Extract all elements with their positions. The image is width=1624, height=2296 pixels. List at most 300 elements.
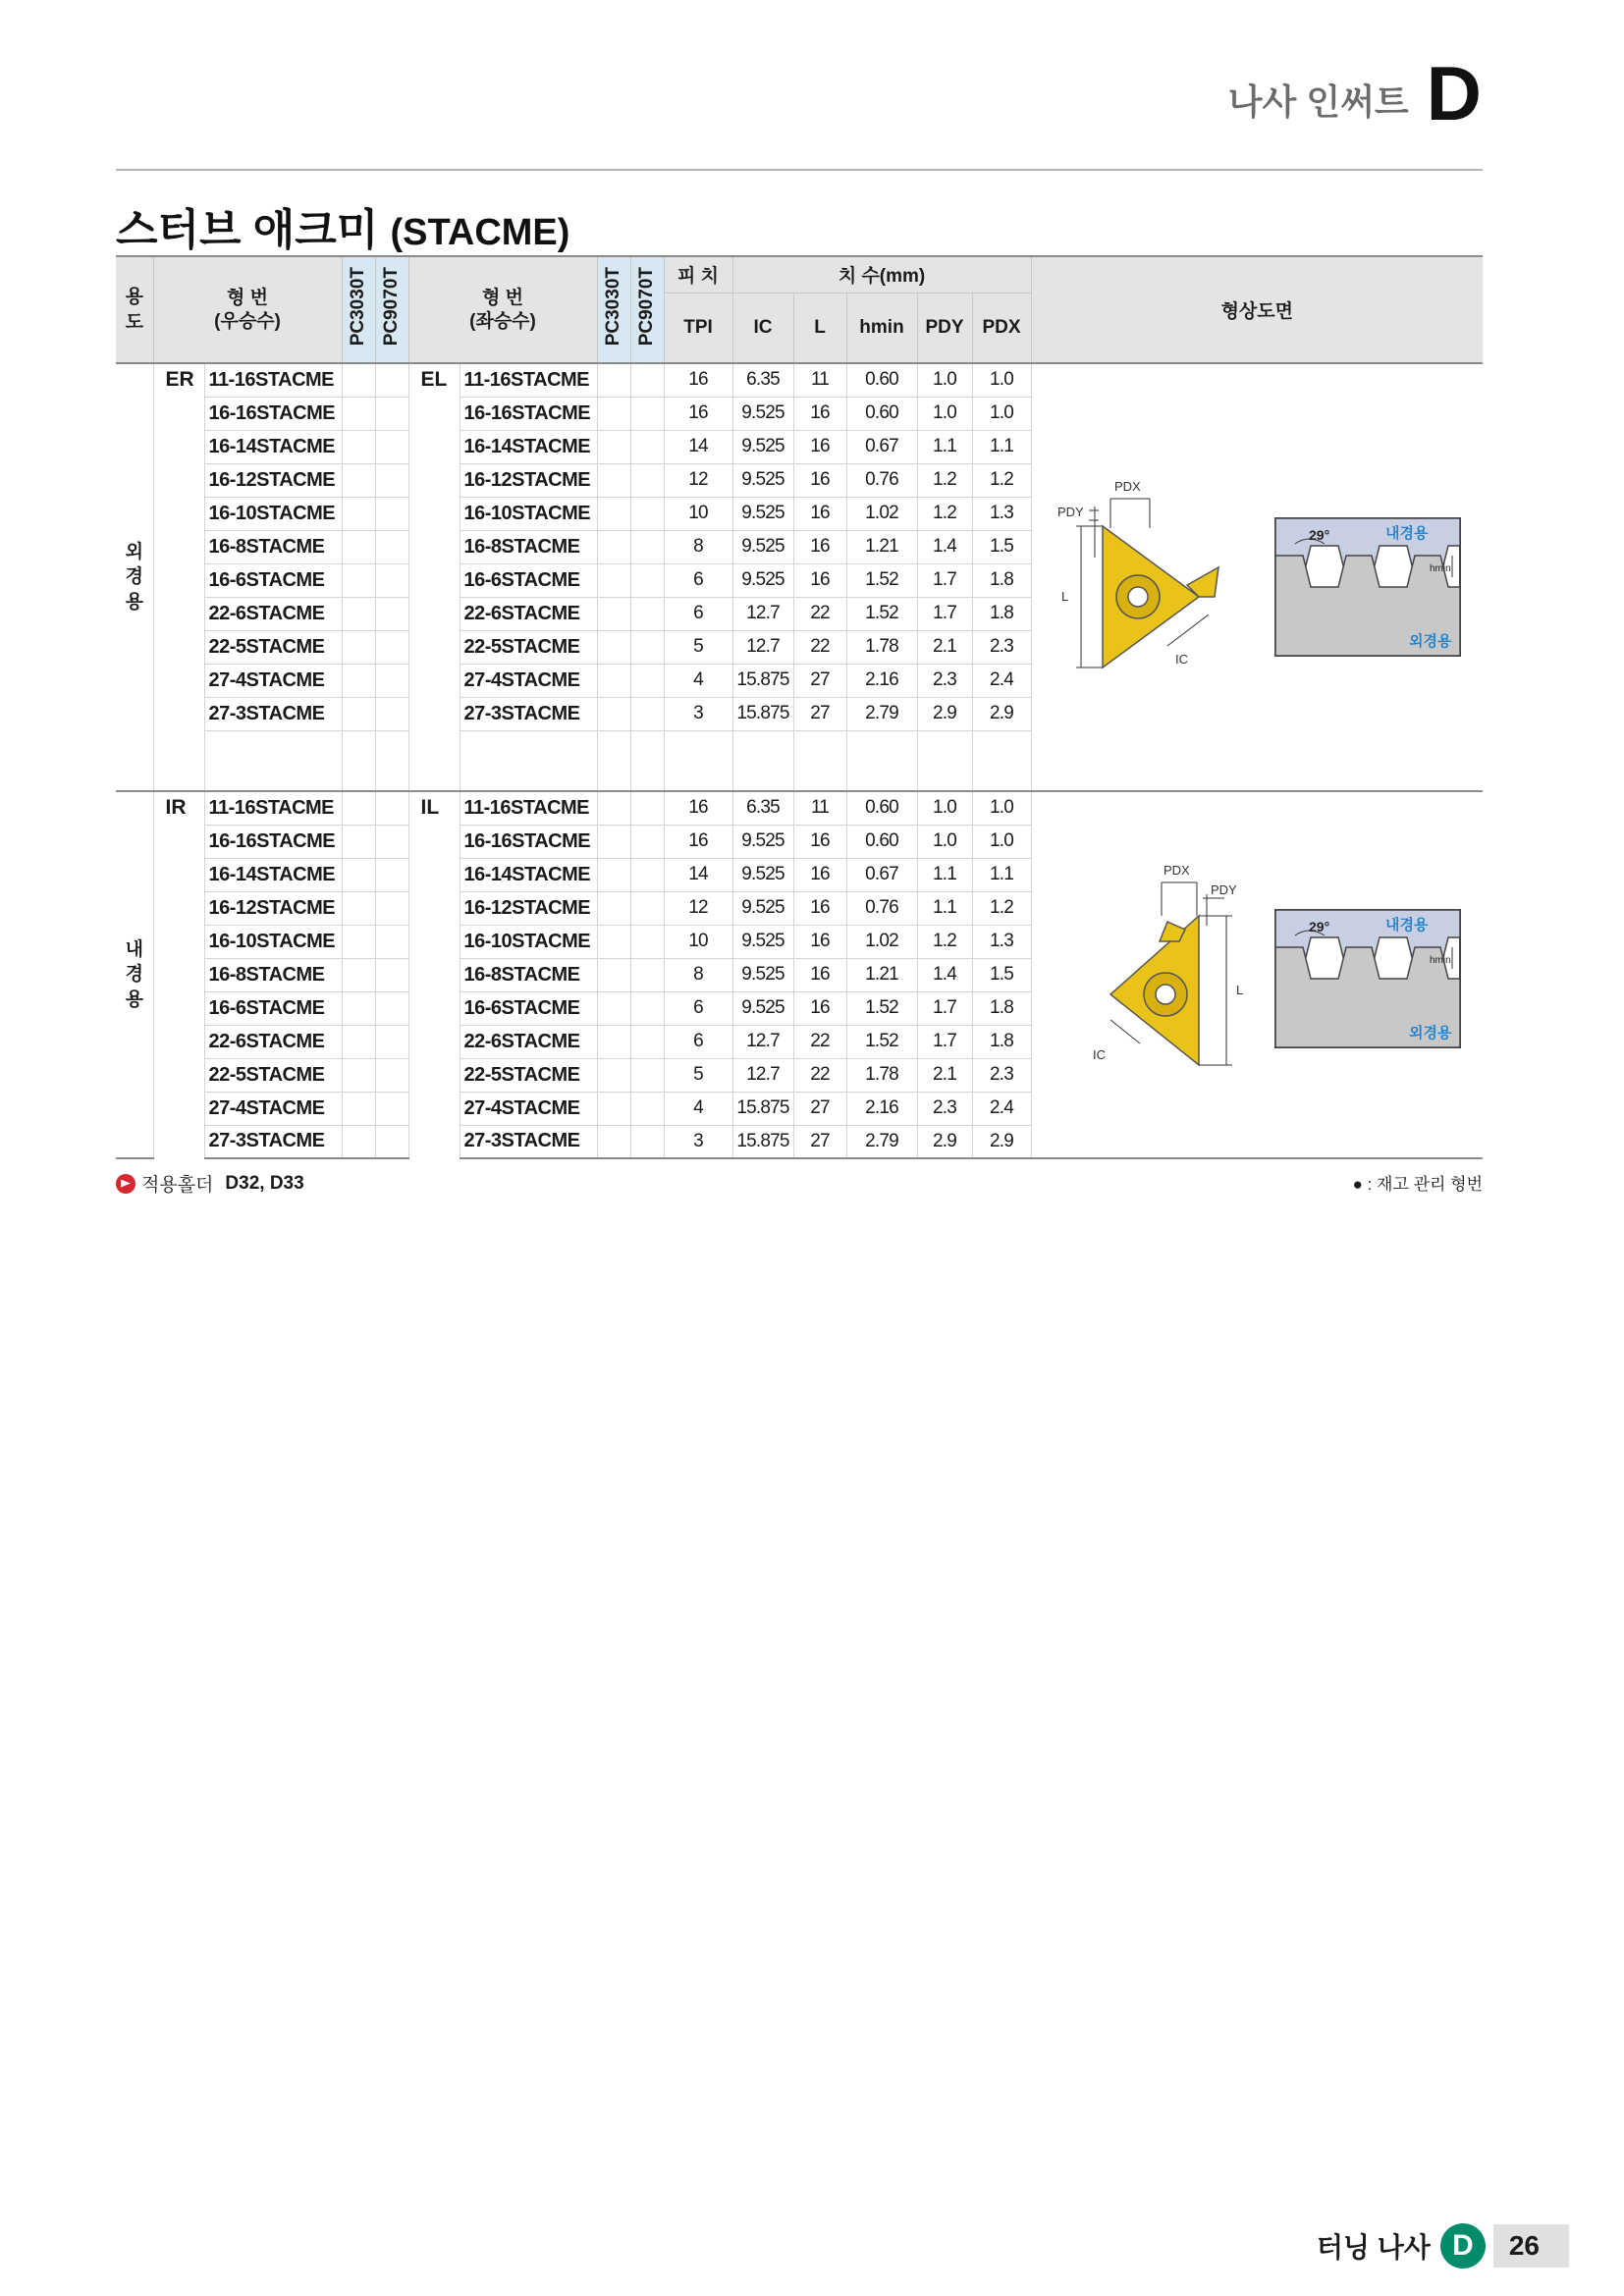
cell-l: 22 — [793, 630, 846, 664]
cell-pdx: 1.8 — [972, 1025, 1031, 1058]
cell-pdy: 2.9 — [917, 1125, 972, 1158]
model-right[interactable]: 16-8STACME — [204, 958, 342, 991]
spacer-cell — [972, 730, 1031, 791]
grade-pc3030t-left — [597, 958, 630, 991]
grade-pc9070t-left — [630, 825, 664, 858]
cell-hmin: 1.78 — [846, 630, 917, 664]
prefix-right: IR — [153, 791, 204, 1158]
grade-pc3030t-left — [597, 363, 630, 397]
grade-pc9070t-right — [375, 664, 408, 697]
model-right[interactable]: 27-4STACME — [204, 664, 342, 697]
hmin-label: hmin — [1429, 955, 1451, 966]
grade-pc9070t-left — [630, 664, 664, 697]
cell-ic: 9.525 — [732, 463, 793, 497]
spec-table — [116, 255, 1483, 1159]
grade-pc9070t-left — [630, 630, 664, 664]
model-right[interactable]: 11-16STACME — [204, 363, 342, 397]
cell-tpi: 16 — [664, 825, 732, 858]
cell-l: 27 — [793, 664, 846, 697]
page-footer — [1317, 2223, 1569, 2269]
usage-cell: 내 경 용 — [116, 791, 153, 1158]
cell-pdy: 2.9 — [917, 697, 972, 730]
cell-pdy: 1.7 — [917, 991, 972, 1025]
cell-tpi: 12 — [664, 891, 732, 925]
cell-l: 27 — [793, 1125, 846, 1158]
model-left[interactable]: 11-16STACME — [460, 363, 597, 397]
cell-hmin: 0.60 — [846, 825, 917, 858]
cell-hmin: 0.76 — [846, 463, 917, 497]
cell-hmin: 2.16 — [846, 1092, 917, 1125]
model-right[interactable]: 22-5STACME — [204, 630, 342, 664]
grade-pc9070t-right — [375, 1125, 408, 1158]
cell-hmin: 0.60 — [846, 791, 917, 825]
model-right[interactable]: 16-6STACME — [204, 991, 342, 1025]
holder-note — [116, 1170, 304, 1197]
cell-pdx: 1.3 — [972, 925, 1031, 958]
cell-ic: 15.875 — [732, 1125, 793, 1158]
cell-tpi: 6 — [664, 1025, 732, 1058]
grade-pc9070t-left — [630, 858, 664, 891]
col-model-right-header: 형 번 (우승수) — [153, 256, 342, 363]
cell-l: 16 — [793, 497, 846, 530]
col-grade-pc9070t-right: PC9070T — [375, 256, 408, 363]
spacer-cell — [732, 730, 793, 791]
cell-tpi: 14 — [664, 430, 732, 463]
cell-tpi: 6 — [664, 597, 732, 630]
section-header — [1227, 49, 1482, 136]
model-left[interactable]: 16-16STACME — [460, 825, 597, 858]
grade-pc9070t-left — [630, 1092, 664, 1125]
spacer-cell — [342, 730, 375, 791]
model-left[interactable]: 27-3STACME — [460, 697, 597, 730]
col-drawing-header: 형상도면 — [1031, 256, 1483, 363]
cell-ic: 9.525 — [732, 497, 793, 530]
model-right[interactable]: 22-5STACME — [204, 1058, 342, 1092]
header-divider — [116, 169, 1483, 171]
col-pdy-header: PDY — [917, 293, 972, 363]
grade-pc9070t-right — [375, 530, 408, 563]
cell-pdy: 1.4 — [917, 530, 972, 563]
cell-tpi: 12 — [664, 463, 732, 497]
inner-label: 내경용 — [1384, 525, 1429, 542]
cell-pdx: 2.9 — [972, 697, 1031, 730]
grade-pc3030t-left — [597, 530, 630, 563]
model-left[interactable]: 27-4STACME — [460, 664, 597, 697]
model-left[interactable]: 16-12STACME — [460, 891, 597, 925]
cell-pdx: 1.0 — [972, 825, 1031, 858]
model-left[interactable]: 22-6STACME — [460, 597, 597, 630]
model-left[interactable]: 16-10STACME — [460, 497, 597, 530]
grade-pc3030t-left — [597, 1058, 630, 1092]
cell-l: 22 — [793, 597, 846, 630]
grade-pc3030t-right — [342, 397, 375, 430]
cell-pdx: 1.2 — [972, 463, 1031, 497]
model-left[interactable]: 16-8STACME — [460, 530, 597, 563]
grade-pc3030t-left — [597, 791, 630, 825]
cell-l: 16 — [793, 858, 846, 891]
cell-pdx: 1.8 — [972, 991, 1031, 1025]
cell-tpi: 14 — [664, 858, 732, 891]
grade-pc9070t-left — [630, 991, 664, 1025]
cell-pdy: 1.0 — [917, 791, 972, 825]
grade-pc3030t-right — [342, 430, 375, 463]
pdx-label: PDX — [1163, 863, 1190, 878]
cell-tpi: 5 — [664, 1058, 732, 1092]
spacer-cell — [153, 730, 204, 791]
cell-ic: 9.525 — [732, 430, 793, 463]
spacer-cell — [460, 730, 597, 791]
grade-pc3030t-right — [342, 1125, 375, 1158]
grade-pc3030t-left — [597, 1025, 630, 1058]
cell-pdx: 2.4 — [972, 1092, 1031, 1125]
cell-pdx: 1.3 — [972, 497, 1031, 530]
col-hmin-header: hmin — [846, 293, 917, 363]
model-left[interactable]: 27-4STACME — [460, 1092, 597, 1125]
cell-l: 16 — [793, 563, 846, 597]
grade-pc3030t-right — [342, 597, 375, 630]
cell-hmin: 0.60 — [846, 397, 917, 430]
spacer-cell — [204, 730, 342, 791]
cell-pdx: 1.8 — [972, 597, 1031, 630]
grade-pc9070t-left — [630, 530, 664, 563]
grade-pc9070t-right — [375, 363, 408, 397]
cell-pdy: 1.2 — [917, 925, 972, 958]
model-right[interactable]: 16-12STACME — [204, 463, 342, 497]
cell-pdx: 2.4 — [972, 664, 1031, 697]
outer-label: 외경용 — [1408, 1025, 1452, 1041]
grade-pc9070t-right — [375, 697, 408, 730]
grade-pc3030t-left — [597, 563, 630, 597]
prefix-left: IL — [408, 791, 460, 1158]
grade-pc9070t-right — [375, 597, 408, 630]
grade-pc9070t-right — [375, 858, 408, 891]
spacer-cell — [793, 730, 846, 791]
model-right[interactable]: 16-10STACME — [204, 497, 342, 530]
model-right[interactable]: 16-14STACME — [204, 858, 342, 891]
holder-refs[interactable]: D32, D33 — [225, 1172, 304, 1194]
cell-pdy: 1.1 — [917, 858, 972, 891]
col-l-header: L — [793, 293, 846, 363]
table-row — [116, 363, 1483, 397]
cell-pdx: 1.1 — [972, 858, 1031, 891]
prefix-left: EL — [408, 363, 460, 730]
grade-pc9070t-right — [375, 958, 408, 991]
grade-pc3030t-left — [597, 497, 630, 530]
grade-pc9070t-left — [630, 430, 664, 463]
cell-hmin: 1.78 — [846, 1058, 917, 1092]
internal-thread-drawing — [1052, 847, 1464, 1102]
cell-tpi: 4 — [664, 1092, 732, 1125]
cell-pdx: 2.9 — [972, 1125, 1031, 1158]
cell-ic: 15.875 — [732, 1092, 793, 1125]
pdy-label: PDY — [1210, 882, 1237, 897]
grade-pc9070t-left — [630, 891, 664, 925]
grade-pc9070t-left — [630, 925, 664, 958]
grade-pc3030t-left — [597, 825, 630, 858]
grade-pc3030t-right — [342, 697, 375, 730]
cell-pdy: 2.3 — [917, 1092, 972, 1125]
cell-pdy: 1.1 — [917, 891, 972, 925]
drawing-cell-internal — [1031, 791, 1483, 1158]
model-right[interactable]: 16-6STACME — [204, 563, 342, 597]
section-letter: D — [1426, 49, 1482, 136]
cell-ic: 15.875 — [732, 664, 793, 697]
grade-pc9070t-left — [630, 1025, 664, 1058]
spacer-cell — [597, 730, 630, 791]
cell-l: 11 — [793, 791, 846, 825]
cell-tpi: 8 — [664, 958, 732, 991]
spacer-cell — [846, 730, 917, 791]
model-right[interactable]: 22-6STACME — [204, 1025, 342, 1058]
model-left[interactable]: 22-6STACME — [460, 1025, 597, 1058]
cell-ic: 12.7 — [732, 1025, 793, 1058]
cell-ic: 12.7 — [732, 1058, 793, 1092]
spacer-cell — [408, 730, 460, 791]
cell-ic: 9.525 — [732, 958, 793, 991]
cell-ic: 15.875 — [732, 697, 793, 730]
model-right[interactable]: 22-6STACME — [204, 597, 342, 630]
grade-pc9070t-left — [630, 463, 664, 497]
model-left[interactable]: 16-8STACME — [460, 958, 597, 991]
cell-hmin: 2.79 — [846, 697, 917, 730]
model-left[interactable]: 16-6STACME — [460, 563, 597, 597]
cell-l: 16 — [793, 925, 846, 958]
cell-hmin: 1.52 — [846, 597, 917, 630]
grade-pc3030t-right — [342, 630, 375, 664]
grade-pc3030t-right — [342, 991, 375, 1025]
model-left[interactable]: 27-3STACME — [460, 1125, 597, 1158]
grade-pc3030t-left — [597, 697, 630, 730]
cell-tpi: 3 — [664, 697, 732, 730]
usage-cell: 외 경 용 — [116, 363, 153, 791]
cell-tpi: 10 — [664, 925, 732, 958]
cell-hmin: 2.79 — [846, 1125, 917, 1158]
cell-tpi: 5 — [664, 630, 732, 664]
col-pitch-header: 피 치 — [664, 256, 732, 293]
pdy-label: PDY — [1056, 505, 1084, 519]
grade-pc9070t-right — [375, 991, 408, 1025]
cell-pdy: 2.1 — [917, 1058, 972, 1092]
cell-ic: 6.35 — [732, 363, 793, 397]
grade-pc9070t-left — [630, 697, 664, 730]
cell-pdy: 1.0 — [917, 825, 972, 858]
col-grade-pc3030t-left: PC3030T — [597, 256, 630, 363]
model-right[interactable]: 27-3STACME — [204, 1125, 342, 1158]
grade-pc3030t-left — [597, 597, 630, 630]
table-row — [116, 791, 1483, 825]
cell-l: 16 — [793, 430, 846, 463]
grade-pc3030t-right — [342, 858, 375, 891]
cell-pdy: 1.7 — [917, 1025, 972, 1058]
cell-tpi: 10 — [664, 497, 732, 530]
insert-shape — [1110, 916, 1199, 1065]
l-label: L — [1235, 983, 1243, 997]
col-model-left-header: 형 번 (좌승수) — [408, 256, 597, 363]
cell-tpi: 16 — [664, 363, 732, 397]
holder-label: 적용홀더 — [141, 1175, 214, 1196]
grade-pc9070t-left — [630, 363, 664, 397]
cell-l: 22 — [793, 1058, 846, 1092]
cell-ic: 9.525 — [732, 530, 793, 563]
cell-pdx: 1.5 — [972, 958, 1031, 991]
cell-ic: 6.35 — [732, 791, 793, 825]
outer-label: 외경용 — [1408, 633, 1452, 650]
cell-pdy: 1.1 — [917, 430, 972, 463]
cell-l: 16 — [793, 891, 846, 925]
cell-ic: 9.525 — [732, 563, 793, 597]
page-number: 26 — [1493, 2224, 1569, 2268]
model-right[interactable]: 16-16STACME — [204, 397, 342, 430]
model-left[interactable]: 16-14STACME — [460, 430, 597, 463]
cell-tpi: 8 — [664, 530, 732, 563]
grade-pc9070t-right — [375, 430, 408, 463]
cell-ic: 12.7 — [732, 630, 793, 664]
cell-ic: 12.7 — [732, 597, 793, 630]
footer-section-badge: D — [1440, 2223, 1486, 2269]
cell-pdx: 1.5 — [972, 530, 1031, 563]
cell-hmin: 0.67 — [846, 430, 917, 463]
model-left[interactable]: 16-14STACME — [460, 858, 597, 891]
spacer-cell — [375, 730, 408, 791]
cell-ic: 9.525 — [732, 397, 793, 430]
model-left[interactable]: 22-5STACME — [460, 1058, 597, 1092]
cell-l: 16 — [793, 825, 846, 858]
grade-pc9070t-left — [630, 563, 664, 597]
cell-l: 16 — [793, 958, 846, 991]
cell-l: 16 — [793, 463, 846, 497]
cell-l: 16 — [793, 530, 846, 563]
cell-pdx: 1.0 — [972, 363, 1031, 397]
grade-pc9070t-right — [375, 630, 408, 664]
cell-tpi: 6 — [664, 563, 732, 597]
col-pdx-header: PDX — [972, 293, 1031, 363]
stock-legend: ● : 재고 관리 형번 — [1352, 1175, 1483, 1194]
hmin-label: hmin — [1429, 563, 1451, 574]
grade-pc3030t-left — [597, 1092, 630, 1125]
grade-pc9070t-right — [375, 463, 408, 497]
grade-pc3030t-left — [597, 664, 630, 697]
model-right[interactable]: 16-14STACME — [204, 430, 342, 463]
col-grade-pc3030t-right: PC3030T — [342, 256, 375, 363]
grade-pc9070t-right — [375, 1025, 408, 1058]
external-thread-drawing — [1052, 450, 1464, 705]
grade-pc3030t-right — [342, 497, 375, 530]
grade-pc3030t-right — [342, 664, 375, 697]
model-right[interactable]: 11-16STACME — [204, 791, 342, 825]
cell-pdy: 1.2 — [917, 463, 972, 497]
grade-pc3030t-right — [342, 825, 375, 858]
grade-pc3030t-right — [342, 563, 375, 597]
cell-l: 16 — [793, 991, 846, 1025]
cell-pdy: 2.3 — [917, 664, 972, 697]
model-left[interactable]: 16-6STACME — [460, 991, 597, 1025]
model-left[interactable]: 11-16STACME — [460, 791, 597, 825]
pdx-label: PDX — [1113, 479, 1141, 494]
ic-label: IC — [1174, 652, 1188, 667]
cell-pdx: 1.1 — [972, 430, 1031, 463]
model-left[interactable]: 22-5STACME — [460, 630, 597, 664]
cell-ic: 9.525 — [732, 925, 793, 958]
grade-pc9070t-right — [375, 563, 408, 597]
cell-pdy: 2.1 — [917, 630, 972, 664]
grade-pc3030t-right — [342, 891, 375, 925]
model-left[interactable]: 16-12STACME — [460, 463, 597, 497]
grade-pc9070t-right — [375, 891, 408, 925]
l-label: L — [1060, 589, 1068, 604]
grade-pc3030t-left — [597, 858, 630, 891]
spec-table-body — [116, 363, 1483, 1158]
cell-ic: 9.525 — [732, 858, 793, 891]
model-right[interactable]: 27-3STACME — [204, 697, 342, 730]
grade-pc3030t-left — [597, 1125, 630, 1158]
grade-pc9070t-right — [375, 925, 408, 958]
grade-pc3030t-right — [342, 1025, 375, 1058]
cell-pdx: 1.8 — [972, 563, 1031, 597]
cell-tpi: 16 — [664, 791, 732, 825]
cell-tpi: 16 — [664, 397, 732, 430]
grade-pc3030t-left — [597, 891, 630, 925]
cell-hmin: 1.21 — [846, 530, 917, 563]
model-right[interactable]: 16-10STACME — [204, 925, 342, 958]
cell-hmin: 1.52 — [846, 1025, 917, 1058]
cell-tpi: 4 — [664, 664, 732, 697]
grade-pc3030t-right — [342, 1092, 375, 1125]
grade-pc9070t-right — [375, 1058, 408, 1092]
cell-tpi: 6 — [664, 991, 732, 1025]
ic-label: IC — [1092, 1047, 1106, 1062]
page-title — [116, 194, 569, 257]
cell-pdy: 1.2 — [917, 497, 972, 530]
grade-pc3030t-right — [342, 463, 375, 497]
grade-pc9070t-left — [630, 497, 664, 530]
prefix-right: ER — [153, 363, 204, 730]
cell-hmin: 1.52 — [846, 563, 917, 597]
angle-label: 29° — [1308, 527, 1329, 543]
model-right[interactable]: 16-16STACME — [204, 825, 342, 858]
cell-tpi: 3 — [664, 1125, 732, 1158]
model-right[interactable]: 27-4STACME — [204, 1092, 342, 1125]
model-left[interactable]: 16-10STACME — [460, 925, 597, 958]
cell-pdy: 1.4 — [917, 958, 972, 991]
cell-l: 16 — [793, 397, 846, 430]
cell-hmin: 0.60 — [846, 363, 917, 397]
angle-label: 29° — [1308, 919, 1329, 934]
cell-hmin: 0.76 — [846, 891, 917, 925]
cell-pdy: 1.7 — [917, 563, 972, 597]
grade-pc9070t-left — [630, 791, 664, 825]
cell-l: 22 — [793, 1025, 846, 1058]
grade-pc3030t-right — [342, 925, 375, 958]
spacer-cell — [630, 730, 664, 791]
cell-ic: 9.525 — [732, 825, 793, 858]
cell-hmin: 1.02 — [846, 925, 917, 958]
grade-pc3030t-left — [597, 630, 630, 664]
model-right[interactable]: 16-8STACME — [204, 530, 342, 563]
grade-pc3030t-left — [597, 925, 630, 958]
page-title-paren: (STACME) — [390, 212, 570, 253]
model-right[interactable]: 16-12STACME — [204, 891, 342, 925]
model-left[interactable]: 16-16STACME — [460, 397, 597, 430]
col-usage-header: 용 도 — [116, 256, 153, 363]
grade-pc3030t-right — [342, 958, 375, 991]
section-title: 나사 인써트 — [1227, 81, 1409, 122]
cell-l: 27 — [793, 1092, 846, 1125]
grade-pc3030t-left — [597, 397, 630, 430]
grade-pc9070t-left — [630, 1058, 664, 1092]
insert-shape — [1103, 526, 1218, 667]
cell-ic: 9.525 — [732, 991, 793, 1025]
grade-pc9070t-right — [375, 825, 408, 858]
